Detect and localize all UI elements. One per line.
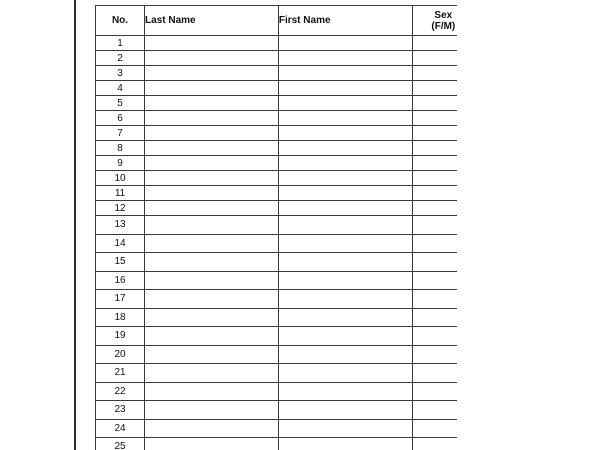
header-no: No.: [96, 6, 145, 36]
sex-cell[interactable]: [412, 216, 457, 235]
sex-cell[interactable]: [412, 126, 457, 141]
roster-sheet: [95, 5, 457, 450]
row-number: 23: [96, 401, 145, 420]
first-name-cell[interactable]: [278, 327, 412, 346]
sex-cell[interactable]: [412, 36, 457, 51]
table-row: [96, 66, 458, 81]
last-name-cell[interactable]: [145, 253, 279, 272]
row-number: 7: [96, 126, 145, 141]
last-name-cell[interactable]: [145, 51, 279, 66]
table-row: [96, 96, 458, 111]
row-number: 25: [96, 438, 145, 450]
sex-cell[interactable]: [412, 364, 457, 383]
first-name-cell[interactable]: [278, 345, 412, 364]
last-name-cell[interactable]: [145, 327, 279, 346]
row-number: 22: [96, 382, 145, 401]
row-number: 2: [96, 51, 145, 66]
table-row: [96, 186, 458, 201]
last-name-cell[interactable]: [145, 186, 279, 201]
sex-cell[interactable]: [412, 438, 457, 450]
first-name-cell[interactable]: [278, 81, 412, 96]
first-name-cell[interactable]: [278, 126, 412, 141]
first-name-cell[interactable]: [278, 308, 412, 327]
first-name-cell[interactable]: [278, 186, 412, 201]
sex-cell[interactable]: [412, 253, 457, 272]
first-name-cell[interactable]: [278, 438, 412, 450]
row-number: 16: [96, 271, 145, 290]
last-name-cell[interactable]: [145, 201, 279, 216]
table-row: [96, 382, 458, 401]
last-name-cell[interactable]: [145, 345, 279, 364]
row-number: 3: [96, 66, 145, 81]
sex-cell[interactable]: [412, 234, 457, 253]
first-name-cell[interactable]: [278, 51, 412, 66]
first-name-cell[interactable]: [278, 419, 412, 438]
header-last-name: Last Name: [145, 6, 279, 36]
row-number: 14: [96, 234, 145, 253]
header-row: [96, 6, 458, 36]
last-name-cell[interactable]: [145, 438, 279, 450]
table-row: [96, 308, 458, 327]
row-number: 9: [96, 156, 145, 171]
last-name-cell[interactable]: [145, 66, 279, 81]
last-name-cell[interactable]: [145, 364, 279, 383]
sex-cell[interactable]: [412, 51, 457, 66]
table-row: [96, 438, 458, 450]
row-number: 4: [96, 81, 145, 96]
row-number: 11: [96, 186, 145, 201]
row-number: 17: [96, 290, 145, 309]
sex-cell[interactable]: [412, 401, 457, 420]
last-name-cell[interactable]: [145, 111, 279, 126]
last-name-cell[interactable]: [145, 419, 279, 438]
sex-cell[interactable]: [412, 345, 457, 364]
last-name-cell[interactable]: [145, 96, 279, 111]
first-name-cell[interactable]: [278, 382, 412, 401]
first-name-cell[interactable]: [278, 401, 412, 420]
first-name-cell[interactable]: [278, 253, 412, 272]
table-row: [96, 345, 458, 364]
first-name-cell[interactable]: [278, 156, 412, 171]
last-name-cell[interactable]: [145, 382, 279, 401]
first-name-cell[interactable]: [278, 171, 412, 186]
sex-cell[interactable]: [412, 271, 457, 290]
sex-cell[interactable]: [412, 201, 457, 216]
page-edge: [74, 0, 76, 450]
sex-cell[interactable]: [412, 186, 457, 201]
sex-cell[interactable]: [412, 290, 457, 309]
header-sex: [412, 6, 457, 36]
last-name-cell[interactable]: [145, 271, 279, 290]
first-name-cell[interactable]: [278, 66, 412, 81]
row-number: 12: [96, 201, 145, 216]
row-number: 8: [96, 141, 145, 156]
table-row: [96, 401, 458, 420]
table-row: [96, 51, 458, 66]
last-name-cell[interactable]: [145, 308, 279, 327]
header-first-name: First Name: [278, 6, 412, 36]
first-name-cell[interactable]: [278, 36, 412, 51]
header-sex-label: Sex: [434, 9, 453, 21]
row-number: 1: [96, 36, 145, 51]
sex-cell[interactable]: [412, 111, 457, 126]
sex-cell[interactable]: [412, 156, 457, 171]
first-name-cell[interactable]: [278, 216, 412, 235]
sex-cell[interactable]: [412, 81, 457, 96]
table-row: [96, 126, 458, 141]
first-name-cell[interactable]: [278, 234, 412, 253]
sex-cell[interactable]: [412, 308, 457, 327]
row-number: 18: [96, 308, 145, 327]
row-number: 24: [96, 419, 145, 438]
first-name-cell[interactable]: [278, 96, 412, 111]
table-row: [96, 271, 458, 290]
last-name-cell[interactable]: [145, 216, 279, 235]
row-number: 21: [96, 364, 145, 383]
table-row: [96, 141, 458, 156]
roster-body: [96, 36, 458, 450]
first-name-cell[interactable]: [278, 290, 412, 309]
sex-cell[interactable]: [412, 141, 457, 156]
first-name-cell[interactable]: [278, 271, 412, 290]
sex-cell[interactable]: [412, 66, 457, 81]
last-name-cell[interactable]: [145, 81, 279, 96]
first-name-cell[interactable]: [278, 141, 412, 156]
table-row: [96, 419, 458, 438]
roster-table: [95, 5, 457, 450]
sex-cell[interactable]: [412, 96, 457, 111]
table-row: [96, 81, 458, 96]
sex-cell[interactable]: [412, 419, 457, 438]
sex-cell[interactable]: [412, 327, 457, 346]
first-name-cell[interactable]: [278, 364, 412, 383]
last-name-cell[interactable]: [145, 141, 279, 156]
last-name-cell[interactable]: [145, 234, 279, 253]
last-name-cell[interactable]: [145, 171, 279, 186]
last-name-cell[interactable]: [145, 36, 279, 51]
table-row: [96, 156, 458, 171]
sex-cell[interactable]: [412, 171, 457, 186]
last-name-cell[interactable]: [145, 126, 279, 141]
table-row: [96, 171, 458, 186]
first-name-cell[interactable]: [278, 111, 412, 126]
table-row: [96, 111, 458, 126]
row-number: 15: [96, 253, 145, 272]
table-row: [96, 36, 458, 51]
last-name-cell[interactable]: [145, 401, 279, 420]
header-sex-format: (F/M): [431, 20, 456, 32]
table-row: [96, 327, 458, 346]
first-name-cell[interactable]: [278, 201, 412, 216]
table-row: [96, 234, 458, 253]
row-number: 20: [96, 345, 145, 364]
last-name-cell[interactable]: [145, 156, 279, 171]
table-row: [96, 216, 458, 235]
table-row: [96, 364, 458, 383]
row-number: 10: [96, 171, 145, 186]
row-number: 13: [96, 216, 145, 235]
row-number: 6: [96, 111, 145, 126]
table-row: [96, 201, 458, 216]
row-number: 5: [96, 96, 145, 111]
table-row: [96, 290, 458, 309]
table-row: [96, 253, 458, 272]
sex-cell[interactable]: [412, 382, 457, 401]
row-number: 19: [96, 327, 145, 346]
last-name-cell[interactable]: [145, 290, 279, 309]
